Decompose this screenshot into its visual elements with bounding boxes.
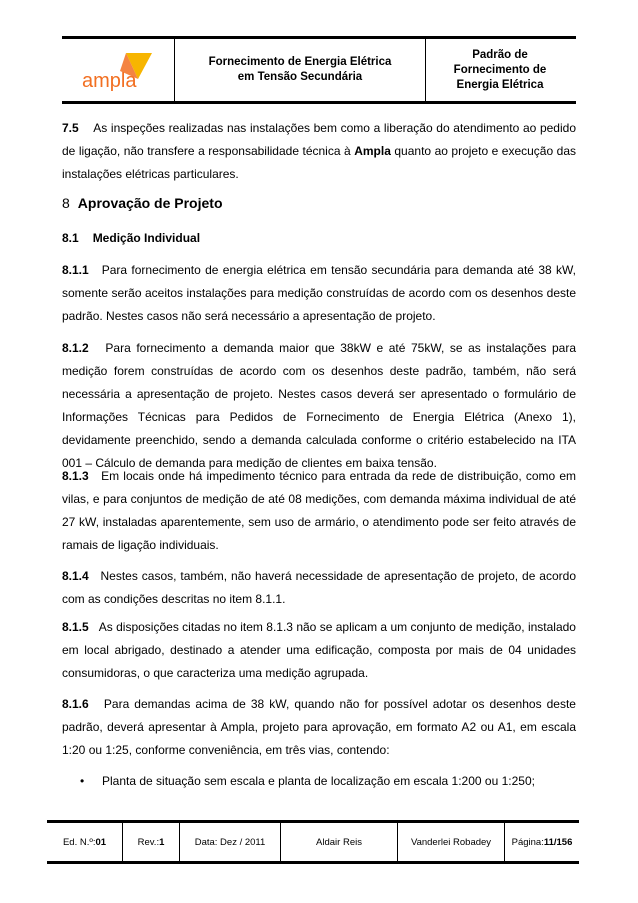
item-number: 8.1.6 (62, 697, 89, 711)
item-number: 7.5 (62, 121, 79, 135)
svg-text:ampla: ampla (82, 70, 137, 92)
item-number: 8.1.1 (62, 263, 89, 277)
paragraph-8-1-3 (62, 465, 576, 557)
item-number: 8.1.2 (62, 341, 89, 355)
paragraph-text-end: quanto ao projeto e execução das instalações elétricas particulares. (62, 144, 577, 181)
section-title: Aprovação de Projeto (77, 195, 223, 211)
paragraph-text: As inspeções realizadas nas instalações bem como a liberação do atendimento ao pedido de ligação, não transfere a responsabilidade técnica à (62, 121, 576, 158)
logo-cell (62, 39, 174, 101)
section-number: 8 (62, 195, 70, 211)
date-cell: Data: Dez / 2011 (180, 823, 281, 861)
page-number-cell: Página: 11/156 (511, 836, 573, 848)
paragraph-text: As disposições citadas no item 8.1.3 não se aplicam a um conjunto de medição, instalado em local abrigado, destinado a atender uma edificação, composta por mais de 04 unidades consumidoras, o que caracteriza uma medição agrupada. (62, 620, 576, 680)
section-8-heading (62, 195, 223, 211)
paragraph-text: Em locais onde há impedimento técnico para entrada da rede de distribuição, como em vilas, e para conjuntos de medição de até 08 medições, com demanda máxima individual de até 27 kW, instaladas aparentemente, sem uso de armário, o atendimento pode ser feito através de ramais de ligação individuais. (62, 469, 576, 552)
paragraph-7-5 (62, 117, 576, 186)
document-header (62, 36, 576, 104)
paragraph-8-1-6 (62, 693, 576, 762)
edition-cell: Ed. N.º: 01 (47, 823, 123, 861)
standard-label (424, 39, 576, 101)
subsection-title: Medição Individual (92, 231, 201, 245)
ampla-bold: Ampla (354, 144, 391, 158)
reviewer-cell: Vanderlei Robadey (398, 823, 505, 861)
paragraph-8-1-4 (62, 565, 576, 611)
paragraph-text: Para demandas acima de 38 kW, quando não for possível adotar os desenhos deste padrão, deverá apresentar à Ampla, projeto para aprovação, em formato A2 ou A1, em escala 1:20 ou 1:25, conforme conveniência, em três vias, contendo: (62, 697, 576, 757)
standard-line-2: Fornecimento de (453, 63, 547, 76)
title-line-1: Fornecimento de Energia Elétrica (208, 56, 392, 68)
paragraph-8-1-1 (62, 259, 576, 328)
document-footer (47, 820, 579, 864)
paragraph-text: Para fornecimento a demanda maior que 38kW e até 75kW, se as instalações para medição forem construídas de acordo com os desenhos deste padrão, também, não será necessária a apresentação de projeto. Nestes casos deverá ser apresentado o formulário de Informações Técnicas para Pedidos de Fornecimento de Energia Elétrica (Anexo 1), devidamente preenchido, sendo a demanda calculada conforme o critério estabelecido na ITA 001 – Cálculo de demanda para medição de clientes em baixa tensão. (62, 341, 576, 470)
paragraph-text: Nestes casos, também, não haverá necessidade de apresentação de projeto, de acordo com as condições descritas no item 8.1.1. (62, 569, 576, 606)
standard-line-3: Energia Elétrica (456, 78, 544, 91)
revision-value: 1 (159, 836, 165, 848)
item-number: 8.1.4 (62, 569, 89, 583)
author-cell: Aldair Reis (281, 823, 398, 861)
standard-line-1: Padrão de (472, 48, 528, 61)
revision-cell: Rev.: 1 (123, 823, 180, 861)
bullet-item (80, 770, 576, 793)
page-number-value: 11/156 (543, 836, 573, 848)
edition-value: 01 (95, 836, 107, 848)
paragraph-text: Para fornecimento de energia elétrica em tensão secundária para demanda até 38 kW, somente serão aceitos instalações para medição construídas de acordo com os desenhos deste padrão. Nestes casos não será necessário a apresentação de projeto. (62, 263, 576, 323)
subsection-number: 8.1 (62, 231, 79, 245)
bullet-icon: • (80, 774, 85, 788)
item-number: 8.1.5 (62, 620, 89, 634)
title-line-2: em Tensão Secundária (237, 71, 363, 83)
document-title (174, 39, 426, 101)
paragraph-8-1-2 (62, 337, 576, 475)
bullet-text: Planta de situação sem escala e planta de localização em escala 1:200 ou 1:250; (102, 774, 535, 788)
paragraph-8-1-5 (62, 616, 576, 685)
ampla-logo (80, 49, 160, 93)
subsection-8-1-heading (62, 231, 200, 245)
item-number: 8.1.3 (62, 469, 89, 483)
